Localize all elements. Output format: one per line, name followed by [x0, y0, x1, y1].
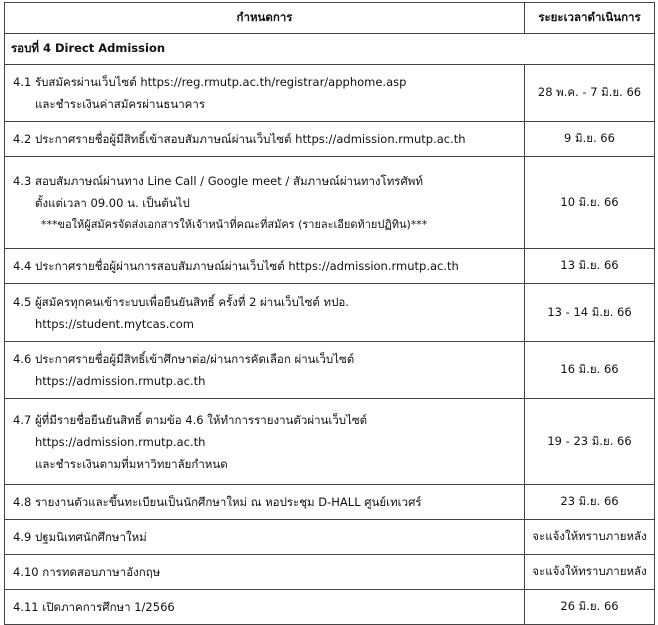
table-row — [5, 485, 655, 520]
table-row — [5, 122, 655, 157]
header-period: ระยะเวลาดำเนินการ — [525, 3, 655, 34]
header-row — [5, 3, 655, 34]
activity-cell — [5, 399, 525, 485]
date-cell: 9 มิ.ย. 66 — [525, 122, 655, 157]
activity-link: https://student.mytcas.com — [35, 316, 194, 331]
activity-text: และชำระเงินตามที่มหาวิทยาลัยกำหนด — [35, 456, 228, 471]
date-cell: 16 มิ.ย. 66 — [525, 342, 655, 399]
activity-cell — [5, 590, 525, 625]
activity-cell — [5, 485, 525, 520]
date-cell: 13 มิ.ย. 66 — [525, 249, 655, 284]
activity-cell — [5, 65, 525, 122]
table-row — [5, 284, 655, 342]
activity-text: 4.8 รายงานตัวและขึ้นทะเบียนเป็นนักศึกษาใหม่ ณ หอประชุม D-HALL ศูนย์เทเวศร์ — [13, 495, 422, 509]
header-activity: กำหนดการ — [5, 3, 525, 34]
activity-cell — [5, 555, 525, 590]
round-title: รอบที่ 4 Direct Admission — [5, 34, 655, 65]
table-row — [5, 520, 655, 555]
activity-text: 4.3 สอบสัมภาษณ์ผ่านทาง Line Call / Google meet / สัมภาษณ์ผ่านทางโทรศัพท์ — [13, 173, 423, 188]
table-row — [5, 249, 655, 284]
activity-text: 4.10 การทดสอบภาษาอังกฤษ — [13, 565, 161, 579]
activity-text: และชำระเงินค่าสมัครผ่านธนาคาร — [35, 97, 206, 111]
activity-text: 4.2 ประกาศรายชื่อผู้มีสิทธิ์เข้าสอบสัมภาษณ์ผ่านเว็บไซต์ https://admission.rmutp.ac.th — [13, 132, 466, 146]
activity-link: https://admission.rmutp.ac.th — [35, 434, 206, 449]
date-cell: 10 มิ.ย. 66 — [525, 157, 655, 249]
activity-cell — [5, 284, 525, 342]
schedule-table — [4, 2, 655, 625]
activity-cell — [5, 342, 525, 399]
table-row — [5, 399, 655, 485]
activity-cell — [5, 520, 525, 555]
activity-cell — [5, 122, 525, 157]
date-cell: 28 พ.ค. - 7 มิ.ย. 66 — [525, 65, 655, 122]
table-row — [5, 555, 655, 590]
activity-text: 4.7 ผู้ที่มีรายชื่อยืนยันสิทธิ์ ตามข้อ 4.6 ให้ทำการรายงานตัวผ่านเว็บไซต์ — [13, 412, 368, 427]
activity-link: https://admission.rmutp.ac.th — [35, 374, 206, 388]
activity-cell — [5, 157, 525, 249]
date-cell: จะแจ้งให้ทราบภายหลัง — [525, 520, 655, 555]
date-cell: 19 - 23 มิ.ย. 66 — [525, 399, 655, 485]
date-cell: จะแจ้งให้ทราบภายหลัง — [525, 555, 655, 590]
activity-text: 4.5 ผู้สมัครทุกคนเข้าระบบเพื่อยืนยันสิทธิ์ ครั้งที่ 2 ผ่านเว็บไซต์ ทปอ. — [13, 294, 349, 309]
activity-text: 4.1 รับสมัครผ่านเว็บไซต์ https://reg.rmutp.ac.th/registrar/apphome.asp — [13, 75, 407, 89]
activity-note: ***ขอให้ผู้สมัครจัดส่งเอกสารให้เจ้าหน้าที่คณะที่สมัคร (รายละเอียดท้ายปฏิทิน)*** — [41, 217, 428, 231]
table-row — [5, 157, 655, 249]
table-row — [5, 590, 655, 625]
table-row — [5, 65, 655, 122]
activity-cell — [5, 249, 525, 284]
activity-text: 4.4 ประกาศรายชื่อผู้ผ่านการสอบสัมภาษณ์ผ่านเว็บไซต์ https://admission.rmutp.ac.th — [13, 259, 459, 273]
table-row — [5, 342, 655, 399]
date-cell: 23 มิ.ย. 66 — [525, 485, 655, 520]
date-cell: 13 - 14 มิ.ย. 66 — [525, 284, 655, 342]
activity-text: 4.6 ประกาศรายชื่อผู้มีสิทธิ์เข้าศึกษาต่อ/ผ่านการคัดเลือก ผ่านเว็บไซต์ — [13, 352, 355, 366]
activity-text: 4.9 ปฐมนิเทศนักศึกษาใหม่ — [13, 530, 147, 544]
date-cell: 26 มิ.ย. 66 — [525, 590, 655, 625]
activity-text: ตั้งแต่เวลา 09.00 น. เป็นต้นไป — [35, 195, 190, 210]
round-row — [5, 34, 655, 65]
activity-text: 4.11 เปิดภาคการศึกษา 1/2566 — [13, 600, 175, 614]
